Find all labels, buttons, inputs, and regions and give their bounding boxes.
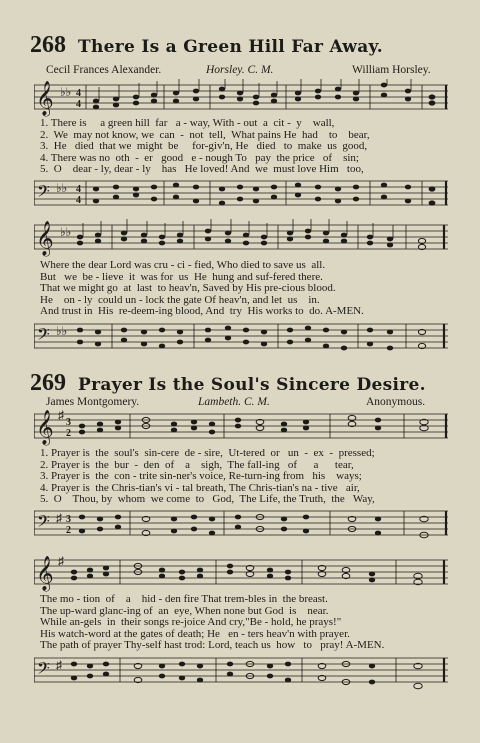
verse-line: 5. O Thou, by whom we come to God, The Life, the Truth, the Way, xyxy=(40,493,375,505)
bass-staff xyxy=(34,652,448,692)
verse-line: The up-ward glanc-ing of an eye, When none but God is near. xyxy=(40,604,329,617)
verse-line: Where the dear Lord was cru - ci - fied, Who died to save us all. xyxy=(40,259,326,271)
hymn-title: Prayer Is the Soul's Sincere Desire. xyxy=(78,375,426,395)
svg-text:𝄢: 𝄢 xyxy=(37,326,50,348)
hymn-composer: Anonymous. xyxy=(366,396,426,408)
svg-text:𝄢: 𝄢 xyxy=(37,660,50,682)
hymn-author: Cecil Frances Alexander. xyxy=(46,64,162,76)
svg-text:4: 4 xyxy=(76,88,81,99)
verse-line: 3. He died that we might be for-giv'n, He died to make us good, xyxy=(40,140,368,152)
hymn-author: James Montgomery. xyxy=(46,396,140,408)
verse-line: The mo - tion of a hid - den fire That trem-bles in the breast. xyxy=(40,593,328,605)
verse-line: 4. There was no oth - er good e - nough To pay the price of sin; xyxy=(40,151,359,164)
hymn-title: There Is a Green Hill Far Away. xyxy=(78,37,383,57)
hymn-number: 269 xyxy=(30,370,66,396)
svg-text:𝄞: 𝄞 xyxy=(36,222,54,255)
verse-line: But we be - lieve it was for us He hung and suf-fered there. xyxy=(40,270,323,283)
svg-text:♯: ♯ xyxy=(56,658,62,672)
hymn-269-heading xyxy=(30,370,450,397)
svg-text:𝄞: 𝄞 xyxy=(36,557,54,590)
hymn-tune: Horsley. C. M. xyxy=(206,64,274,76)
verse-line: 5. O dear - ly, dear - ly has He loved! And we must love Him too, xyxy=(40,163,364,175)
verse-line: 1. There is a green hill far a - way, With - out a cit - y wall, xyxy=(40,117,335,129)
svg-text:𝄞: 𝄞 xyxy=(36,82,54,115)
verse-line: The path of prayer Thy-self hast trod: Lord, teach us how to pray! A-MEN. xyxy=(40,639,385,651)
verses-block-upper xyxy=(40,118,450,176)
verse-line: 2. We may not know, we can - not tell, What pains He had to bear, xyxy=(40,128,370,141)
svg-text:4: 4 xyxy=(76,195,81,206)
treble-staff xyxy=(34,554,448,592)
svg-text:♯: ♯ xyxy=(58,408,64,422)
verse-line: 2. Prayer is the bur - den of a sigh, The fall-ing of a tear, xyxy=(40,458,354,471)
svg-text:4: 4 xyxy=(76,184,81,195)
svg-text:♭♭: ♭♭ xyxy=(56,181,68,195)
svg-text:𝄢: 𝄢 xyxy=(37,513,50,535)
treble-staff xyxy=(34,408,448,446)
verse-line: He on - ly could un - lock the gate Of heav'n, and let us in. xyxy=(40,293,320,306)
verse-line: 4. Prayer is the Chris-tian's vi - tal breath, The Chris-tian's na - tive air, xyxy=(40,481,360,494)
hymn-tune: Lambeth. C. M. xyxy=(198,396,270,408)
verse-line: While an-gels in their songs re-joice And cry,"Be - hold, he prays!" xyxy=(40,616,342,628)
svg-text:4: 4 xyxy=(76,99,81,110)
treble-staff xyxy=(34,219,448,257)
verses-block-lower xyxy=(40,260,450,318)
verse-line: And trust in His re-deem-ing blood, And try His works to do. A-MEN. xyxy=(40,305,364,317)
svg-text:3: 3 xyxy=(66,514,71,525)
verse-line: That we might go at last to heav'n, Saved by His pre-cious blood. xyxy=(40,282,336,294)
svg-text:♭♭: ♭♭ xyxy=(56,324,68,338)
hymn-number: 268 xyxy=(30,32,66,58)
verse-line: 1. Prayer is the soul's sin-cere de - sire, Ut-tered or un - ex - pressed; xyxy=(40,447,375,459)
svg-text:♯: ♯ xyxy=(58,554,64,568)
bass-staff xyxy=(34,505,448,543)
verse-line: His watch-word at the gates of death; He en - ters heav'n with prayer. xyxy=(40,627,350,640)
svg-text:3: 3 xyxy=(66,417,71,428)
verse-line: 3. Prayer is the con - trite sin-ner's voice, Re-turn-ing from his ways; xyxy=(40,470,362,482)
bass-staff xyxy=(34,318,448,356)
bass-staff xyxy=(34,175,448,213)
svg-text:♭♭: ♭♭ xyxy=(60,85,72,99)
verses-block-lower xyxy=(40,594,450,652)
hymn-composer: William Horsley. xyxy=(352,64,431,76)
svg-text:2: 2 xyxy=(66,428,71,439)
svg-text:2: 2 xyxy=(66,525,71,536)
hymn-268-heading xyxy=(30,32,450,59)
treble-staff xyxy=(34,79,448,117)
svg-text:𝄢: 𝄢 xyxy=(37,183,50,205)
verses-block-upper xyxy=(40,448,450,506)
svg-text:♭♭: ♭♭ xyxy=(60,225,72,239)
svg-text:♯: ♯ xyxy=(56,511,62,525)
svg-text:𝄞: 𝄞 xyxy=(36,411,54,444)
